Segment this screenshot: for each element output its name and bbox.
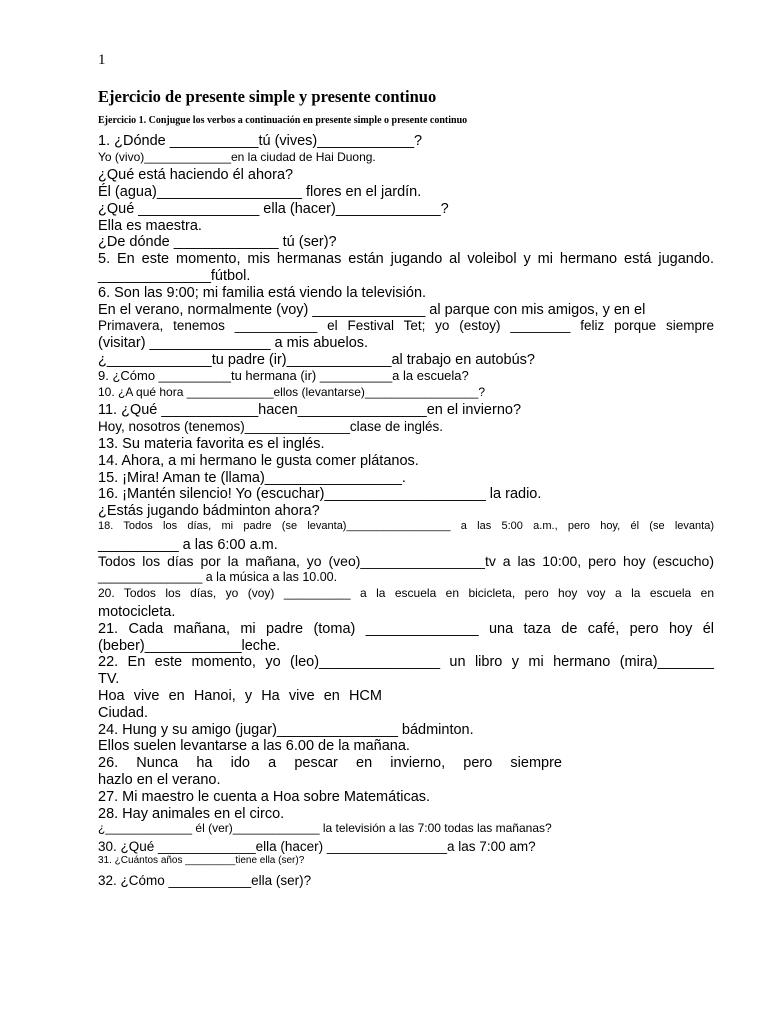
exercise-line: ¿_____________tu padre (ir)_____________al trabajo en autobús? [98,352,535,368]
exercise-line: hazlo en el verano. [98,772,221,788]
exercise-line: 32. ¿Cómo ___________ella (ser)? [98,873,312,888]
exercise-line: Hoa vive en Hanoi, y Ha vive en HCM [98,688,382,704]
exercise-line: 14. Ahora, a mi hermano le gusta comer plátanos. [98,453,419,469]
exercise-line: 26. Nunca ha ido a pescar en invierno, pero siempre [98,755,562,771]
exercise-line: ¿_____________ él (ver)_____________ la televisión a las 7:00 todas las mañanas? [98,821,552,835]
exercise-line: Yo (vivo)_____________en la ciudad de Hai Duong. [98,150,376,164]
exercise-line: 11. ¿Qué ____________hacen________________en el invierno? [98,402,522,418]
exercise-line: Ellos suelen levantarse a las 6.00 de la mañana. [98,738,410,754]
exercise-line: 10. ¿A qué hora _____________ellos (levantarse)_________________? [98,385,485,399]
exercise-line: 6. Son las 9:00; mi familia está viendo la televisión. [98,285,427,301]
page-title: Ejercicio de presente simple y presente continuo [98,87,437,106]
exercise-line: _______________ a la música a las 10.00. [98,570,338,584]
exercise-line: (visitar) _______________ a mis abuelos. [98,335,369,351]
exercise-line: 27. Mi maestro le cuenta a Hoa sobre Matemáticas. [98,789,431,805]
exercise-line: TV. [98,671,120,687]
exercise-line: (beber)____________leche. [98,638,281,654]
exercise-line: 24. Hung y su amigo (jugar)_______________ bádminton. [98,722,474,738]
exercise-line: ¿Estás jugando bádminton ahora? [98,503,320,519]
exercise-line: 1. ¿Dónde ___________tú (vives)____________? [98,133,423,149]
exercise-line: 30. ¿Qué _____________ella (hacer) ________________a las 7:00 am? [98,839,536,854]
exercise-line: 22. En este momento, yo (leo)_______________ un libro y mi hermano (mira)_______ [98,654,714,670]
exercise-line: __________ a las 6:00 a.m. [98,537,278,553]
exercise-line: ¿Qué _______________ ella (hacer)_____________? [98,201,449,217]
exercise-line: 15. ¡Mira! Aman te (llama)_________________. [98,470,406,486]
exercise-line: 20. Todos los días, yo (voy) __________ a la escuela en bicicleta, pero hoy voy a la escuela en [98,586,714,600]
exercise-line: ______________fútbol. [98,268,251,284]
exercise-instructions: Ejercicio 1. Conjugue los verbos a continuación en presente simple o presente continuo [98,115,468,126]
exercise-line: 31. ¿Cuántos años _________tiene ella (ser)? [98,855,305,866]
exercise-line: Ciudad. [98,705,148,721]
exercise-line: 13. Su materia favorita es el inglés. [98,436,325,452]
exercise-line: Hoy, nosotros (tenemos)______________clase de inglés. [98,419,443,434]
exercise-line: 9. ¿Cómo __________tu hermana (ir) __________a la escuela? [98,368,469,383]
exercise-line: En el verano, normalmente (voy) ______________ al parque con mis amigos, y en el [98,302,646,318]
exercise-line: 18. Todos los días, mi padre (se levanta)_________________ a las 5:00 a.m., pero hoy, él (se levanta) [98,520,714,532]
exercise-line: 28. Hay animales en el circo. [98,806,285,822]
page-number: 1 [98,52,106,68]
exercise-line: 21. Cada mañana, mi padre (toma) ______________ una taza de café, pero hoy él [98,621,714,637]
exercise-line: 5. En este momento, mis hermanas están jugando al voleibol y mi hermano está jugando. [98,251,714,267]
exercise-line: ¿Qué está haciendo él ahora? [98,167,294,183]
exercise-line: motocicleta. [98,604,176,620]
exercise-line: Todos los días por la mañana, yo (veo)________________tv a las 10:00, pero hoy (escucho) [98,553,714,569]
exercise-line: Él (agua)__________________ flores en el jardín. [98,184,422,200]
exercise-line: Primavera, tenemos ___________ el Festival Tet; yo (estoy) ________ feliz porque siempre [98,318,714,333]
exercise-line: 16. ¡Mantén silencio! Yo (escuchar)____________________ la radio. [98,486,542,502]
exercise-line: ¿De dónde _____________ tú (ser)? [98,234,337,250]
exercise-line: Ella es maestra. [98,218,202,234]
